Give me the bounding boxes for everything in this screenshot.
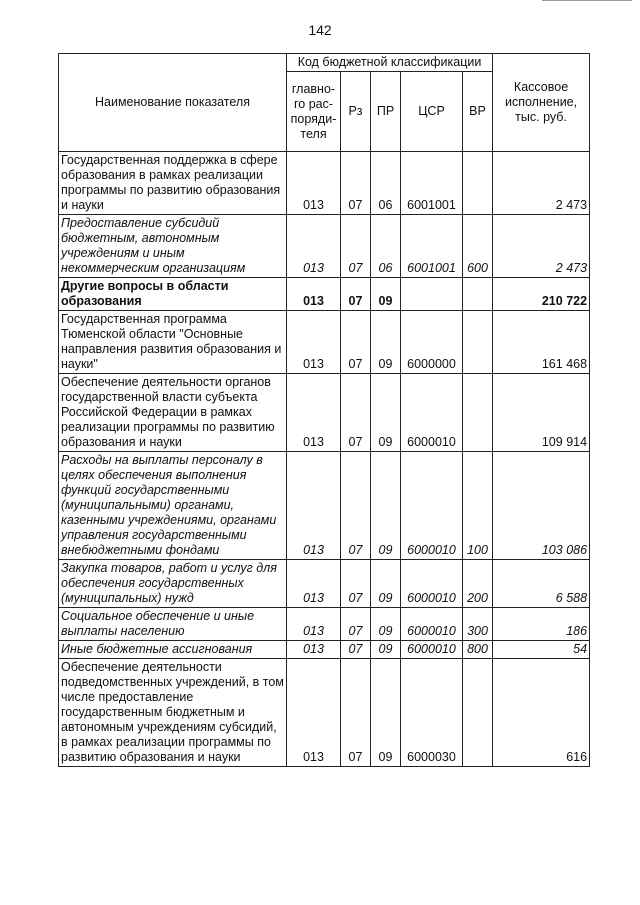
row-csr: 6000000: [401, 311, 463, 374]
row-glav: 013: [287, 152, 341, 215]
table-row: [59, 278, 590, 311]
row-amount: 2 473: [493, 152, 590, 215]
row-csr: 6000010: [401, 452, 463, 560]
budget-execution-table: [58, 53, 590, 767]
page-number: 142: [308, 22, 332, 38]
table-row: [59, 311, 590, 374]
header-classification-code: Код бюджетной классификации: [287, 54, 493, 72]
row-rz: 07: [341, 659, 371, 767]
header-csr: ЦСР: [401, 72, 463, 152]
table-row: [59, 641, 590, 659]
row-rz: 07: [341, 278, 371, 311]
row-csr: 6001001: [401, 152, 463, 215]
row-rz: 07: [341, 374, 371, 452]
row-csr: 6000010: [401, 560, 463, 608]
row-amount: 54: [493, 641, 590, 659]
row-vr: 300: [463, 608, 493, 641]
row-name: Другие вопросы в области образования: [59, 278, 287, 311]
table-row: [59, 215, 590, 278]
row-name: Иные бюджетные ассигнования: [59, 641, 287, 659]
row-pr: 06: [371, 215, 401, 278]
row-name: Государственная программа Тюменской области "Основные направления развития образования и науки": [59, 311, 287, 374]
row-pr: 09: [371, 641, 401, 659]
row-name: Закупка товаров, работ и услуг для обеспечения государственных (муниципальных) нужд: [59, 560, 287, 608]
row-pr: 09: [371, 560, 401, 608]
header-vr: ВР: [463, 72, 493, 152]
row-name: Обеспечение деятельности органов государственной власти субъекта Российской Федерации в рамках реализации программы по развитию образования и науки: [59, 374, 287, 452]
table-row: [59, 152, 590, 215]
header-rz: Рз: [341, 72, 371, 152]
row-glav: 013: [287, 608, 341, 641]
row-pr: 09: [371, 311, 401, 374]
row-vr: 100: [463, 452, 493, 560]
row-rz: 07: [341, 152, 371, 215]
row-rz: 07: [341, 311, 371, 374]
row-vr: [463, 659, 493, 767]
row-rz: 07: [341, 560, 371, 608]
row-csr: 6001001: [401, 215, 463, 278]
row-vr: 200: [463, 560, 493, 608]
row-amount: 103 086: [493, 452, 590, 560]
table-row: [59, 452, 590, 560]
row-amount: 109 914: [493, 374, 590, 452]
row-name: Предоставление субсидий бюджетным, автономным учреждениям и иным некоммерческим организациям: [59, 215, 287, 278]
row-pr: 09: [371, 452, 401, 560]
row-rz: 07: [341, 215, 371, 278]
row-glav: 013: [287, 278, 341, 311]
row-name: Обеспечение деятельности подведомственных учреждений, в том числе предоставление государственным бюджетным и автономным учреждениям субсидий, в рамках реализации программы по развитию образования и науки: [59, 659, 287, 767]
row-glav: 013: [287, 641, 341, 659]
row-glav: 013: [287, 452, 341, 560]
top-edge-mark: [542, 0, 632, 1]
row-amount: 161 468: [493, 311, 590, 374]
row-rz: 07: [341, 641, 371, 659]
row-vr: [463, 278, 493, 311]
header-indicator-name: Наименование показателя: [59, 54, 287, 152]
row-csr: 6000010: [401, 608, 463, 641]
row-csr: 6000010: [401, 641, 463, 659]
row-vr: 800: [463, 641, 493, 659]
row-glav: 013: [287, 374, 341, 452]
row-pr: 09: [371, 374, 401, 452]
row-name: Государственная поддержка в сфере образования в рамках реализации программы по развитию образования и науки: [59, 152, 287, 215]
row-vr: [463, 374, 493, 452]
row-csr: 6000030: [401, 659, 463, 767]
row-pr: 09: [371, 608, 401, 641]
row-csr: 6000010: [401, 374, 463, 452]
header-pr: ПР: [371, 72, 401, 152]
row-amount: 616: [493, 659, 590, 767]
row-rz: 07: [341, 452, 371, 560]
row-pr: 06: [371, 152, 401, 215]
row-pr: 09: [371, 278, 401, 311]
row-pr: 09: [371, 659, 401, 767]
header-cash-execution: Кассовое исполнение, тыс. руб.: [493, 54, 590, 152]
row-glav: 013: [287, 311, 341, 374]
row-glav: 013: [287, 659, 341, 767]
table-row: [59, 608, 590, 641]
row-vr: [463, 311, 493, 374]
row-amount: 210 722: [493, 278, 590, 311]
row-glav: 013: [287, 560, 341, 608]
table-row: [59, 560, 590, 608]
row-csr: [401, 278, 463, 311]
row-glav: 013: [287, 215, 341, 278]
header-main-manager: главно-го рас-поряди-теля: [287, 72, 341, 152]
row-vr: [463, 152, 493, 215]
table-row: [59, 659, 590, 767]
row-amount: 2 473: [493, 215, 590, 278]
table-row: [59, 374, 590, 452]
row-vr: 600: [463, 215, 493, 278]
row-amount: 6 588: [493, 560, 590, 608]
row-name: Расходы на выплаты персоналу в целях обеспечения выполнения функций государственными (муниципальными) органами, казенными учреждениями, органами управления государственными внебюджетными фондами: [59, 452, 287, 560]
row-amount: 186: [493, 608, 590, 641]
row-rz: 07: [341, 608, 371, 641]
row-name: Социальное обеспечение и иные выплаты населению: [59, 608, 287, 641]
